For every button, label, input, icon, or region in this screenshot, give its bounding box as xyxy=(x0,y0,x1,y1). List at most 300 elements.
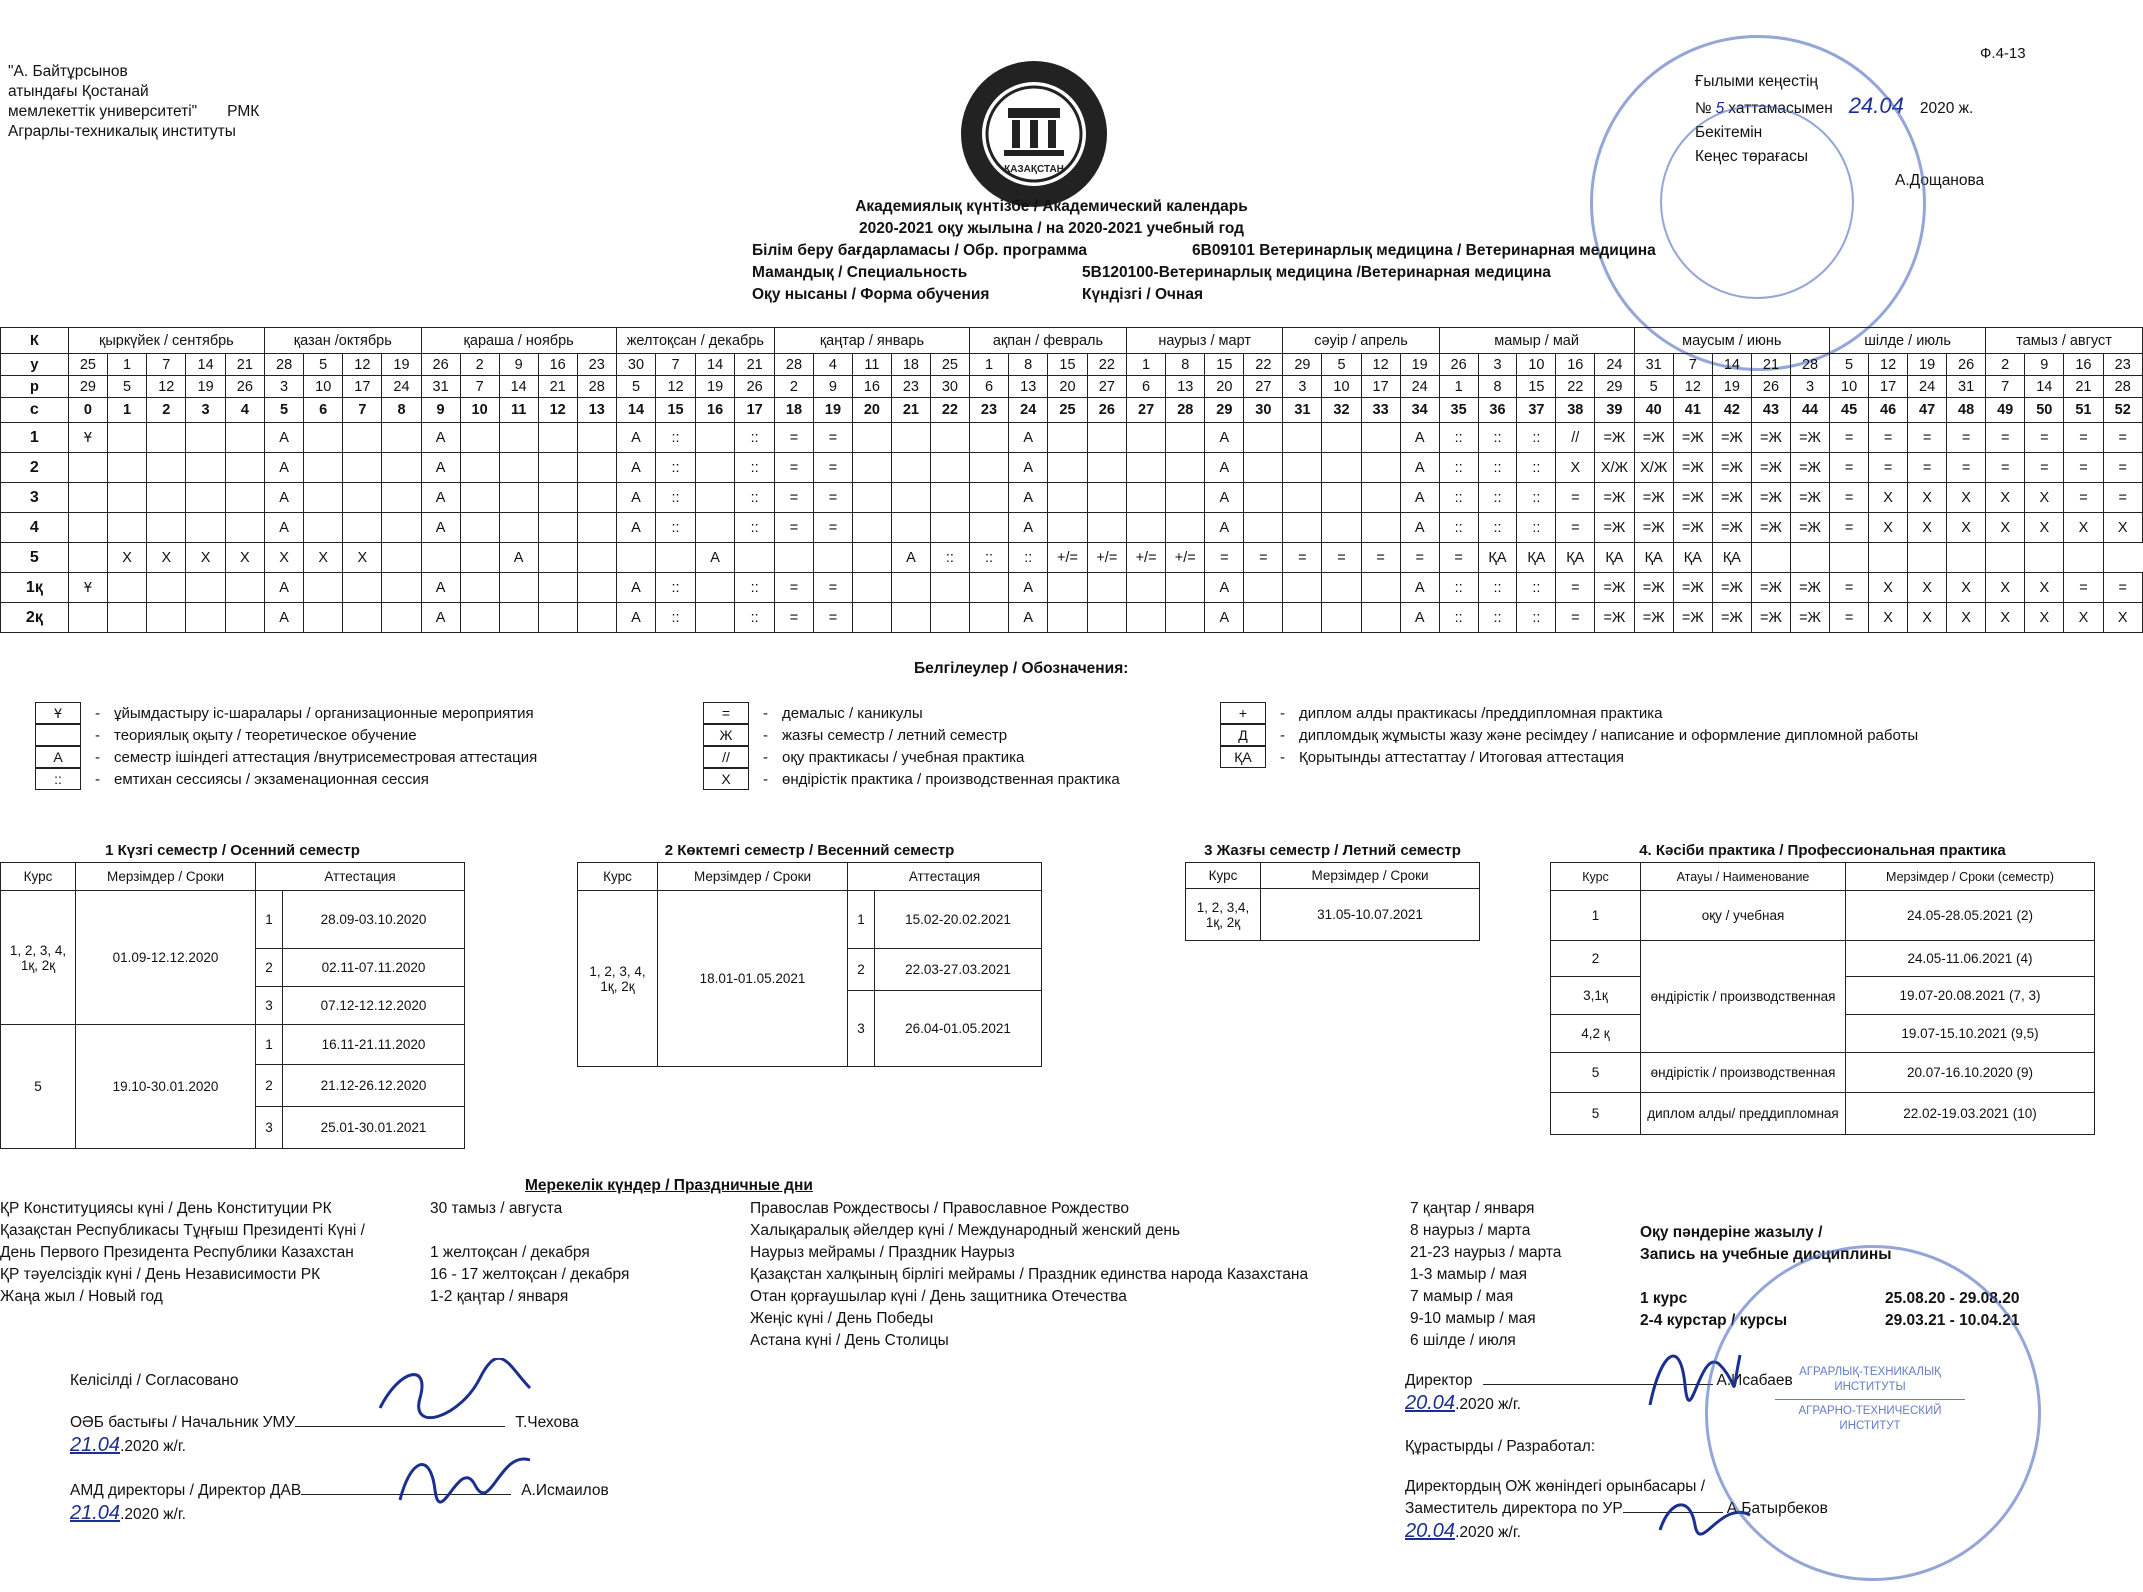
week-number: 51 xyxy=(2064,398,2103,423)
schedule-cell: =Ж xyxy=(1791,573,1830,603)
university-logo xyxy=(958,58,1110,210)
schedule-cell: А xyxy=(1205,453,1244,483)
week-number: 41 xyxy=(1673,398,1712,423)
schedule-cell: =Ж xyxy=(1634,573,1673,603)
header-attestation: Аттестация xyxy=(256,863,465,891)
schedule-cell xyxy=(1283,603,1322,633)
holiday-name: Наурыз мейрамы / Праздник Наурыз xyxy=(750,1244,1015,1261)
schedule-cell: :: xyxy=(1517,483,1556,513)
enrollment-label-1: 1 курс xyxy=(1640,1290,1688,1307)
schedule-cell xyxy=(499,423,538,453)
schedule-cell xyxy=(656,543,696,573)
att-num: 3 xyxy=(256,1107,283,1149)
schedule-cell: = xyxy=(1205,543,1244,573)
developer-label: Құрастырды / Разработал: xyxy=(1405,1438,1596,1455)
week-number: 44 xyxy=(1791,398,1830,423)
schedule-cell: = xyxy=(1830,513,1869,543)
practice-name: диплом алды/ преддипломная xyxy=(1641,1093,1846,1135)
schedule-cell: А xyxy=(616,573,656,603)
legend-symbol xyxy=(35,724,81,746)
schedule-cell: :: xyxy=(1517,513,1556,543)
schedule-cell: :: xyxy=(656,603,696,633)
schedule-cell xyxy=(68,483,107,513)
legend-text: оқу практикасы / учебная практика xyxy=(782,748,1025,766)
week-number: 14 xyxy=(616,398,656,423)
legend-text: семестр ішіндегі аттестация /внутрисеместровая аттестация xyxy=(114,748,538,766)
week-number: 36 xyxy=(1478,398,1517,423)
schedule-cell xyxy=(343,483,382,513)
week-start-day: 18 xyxy=(891,354,930,376)
schedule-cell: = xyxy=(1439,543,1478,573)
org-line-4: Аграрлы-техникалық институты xyxy=(8,123,236,140)
week-start-day: 12 xyxy=(1869,354,1908,376)
week-number: 11 xyxy=(499,398,538,423)
schedule-cell xyxy=(382,453,421,483)
month-header: қаңтар / январь xyxy=(774,328,969,354)
schedule-cell xyxy=(147,573,186,603)
schedule-cell xyxy=(1087,603,1126,633)
dav-label: АМД директоры / Директор ДАВ xyxy=(70,1482,302,1499)
holiday-name: Қазақстан Республикасы Тұңғыш Президенті Күні / xyxy=(0,1222,365,1239)
week-start-day: 7 xyxy=(1673,354,1712,376)
kurs-cell: 5 xyxy=(1551,1053,1641,1093)
week-start-day: 16 xyxy=(2064,354,2103,376)
schedule-cell: ҚА xyxy=(1595,543,1634,573)
schedule-cell: А xyxy=(1205,573,1244,603)
holiday-name: Отан қорғаушылар күні / День защитника Отечества xyxy=(750,1288,1127,1305)
schedule-cell: Х xyxy=(1556,453,1595,483)
att-num: 2 xyxy=(256,949,283,987)
week-number: 12 xyxy=(538,398,577,423)
schedule-cell: +/= xyxy=(1048,543,1087,573)
holiday-name: День Первого Президента Республики Казахстан xyxy=(0,1244,354,1261)
schedule-cell xyxy=(1048,513,1087,543)
schedule-cell: =Ж xyxy=(1751,573,1790,603)
week-end-day: 6 xyxy=(969,376,1008,398)
schedule-cell xyxy=(852,513,891,543)
schedule-cell xyxy=(813,543,852,573)
schedule-cell: =Ж xyxy=(1595,483,1634,513)
week-start-day: 26 xyxy=(1439,354,1478,376)
schedule-cell: = xyxy=(1830,453,1869,483)
week-end-day: 12 xyxy=(147,376,186,398)
approval-chair: А.Дощанова xyxy=(1895,172,1985,189)
kurs-cell: 1, 2, 3, 4, 1қ, 2қ xyxy=(578,891,658,1067)
schedule-cell: =Ж xyxy=(1595,573,1634,603)
holiday-date: 6 шілде / июля xyxy=(1410,1332,1516,1349)
program-label: Білім беру бағдарламасы / Обр. программа xyxy=(752,242,1087,259)
schedule-cell: =Ж xyxy=(1673,453,1712,483)
schedule-cell xyxy=(2025,543,2064,573)
schedule-cell xyxy=(538,483,577,513)
schedule-cell xyxy=(225,483,264,513)
week-number: 50 xyxy=(2025,398,2064,423)
week-number: 32 xyxy=(1322,398,1361,423)
holidays-right xyxy=(750,1198,1600,1352)
kurs-cell: 4 xyxy=(1,513,69,543)
schedule-cell: А xyxy=(616,603,656,633)
schedule-cell xyxy=(304,453,343,483)
header-period: Мерзімдер / Сроки xyxy=(76,863,256,891)
schedule-cell: Х xyxy=(1947,483,1986,513)
month-header: тамыз / август xyxy=(1986,328,2143,354)
schedule-cell xyxy=(1322,603,1361,633)
spring-semester-table xyxy=(577,862,1042,1067)
schedule-cell: А xyxy=(616,483,656,513)
schedule-cell xyxy=(1048,483,1087,513)
schedule-cell: :: xyxy=(656,453,696,483)
approval-line-4: Кеңес төрағасы xyxy=(1695,148,1809,165)
schedule-cell xyxy=(304,573,343,603)
schedule-cell xyxy=(1322,513,1361,543)
legend-symbol: :: xyxy=(35,768,81,790)
specialty-value: 5В120100-Ветеринарлық медицина /Ветеринарная медицина xyxy=(1082,264,1551,281)
week-start-day: 8 xyxy=(1166,354,1205,376)
att-date: 02.11-07.11.2020 xyxy=(283,949,465,987)
schedule-cell: =Ж xyxy=(1751,483,1790,513)
week-number: 40 xyxy=(1634,398,1673,423)
week-number: 38 xyxy=(1556,398,1595,423)
holidays-title: Мерекелік күндер / Праздничные дни xyxy=(525,1177,813,1194)
week-number: 42 xyxy=(1712,398,1751,423)
schedule-cell xyxy=(108,483,147,513)
period-cell: 24.05-11.06.2021 (4) xyxy=(1846,941,2095,977)
week-number: 43 xyxy=(1751,398,1790,423)
schedule-cell xyxy=(969,453,1008,483)
kurs-cell: 2 xyxy=(1551,941,1641,977)
schedule-cell xyxy=(538,423,577,453)
week-start-day: 9 xyxy=(499,354,538,376)
schedule-cell: =Ж xyxy=(1673,423,1712,453)
schedule-cell xyxy=(852,453,891,483)
week-start-day: 3 xyxy=(1478,354,1517,376)
week-start-day: 26 xyxy=(421,354,460,376)
schedule-cell: :: xyxy=(1517,603,1556,633)
schedule-cell xyxy=(1361,513,1400,543)
att-num: 1 xyxy=(256,1025,283,1065)
schedule-cell xyxy=(382,513,421,543)
schedule-cell: :: xyxy=(930,543,969,573)
month-header: қараша / ноябрь xyxy=(421,328,616,354)
professional-practice-title: 4. Кәсіби практика / Профессиональная практика xyxy=(1639,842,2006,859)
schedule-cell: Х xyxy=(2025,573,2064,603)
week-number: 13 xyxy=(577,398,616,423)
schedule-cell: Х xyxy=(186,543,225,573)
holiday-name: Астана күні / День Столицы xyxy=(750,1332,949,1349)
director-date: 20.04 xyxy=(1405,1392,1456,1414)
kurs-cell: 1, 2, 3, 4, 1қ, 2қ xyxy=(1,891,76,1025)
schedule-cell: А xyxy=(265,453,304,483)
schedule-cell: А xyxy=(616,423,656,453)
holiday-item xyxy=(0,1242,700,1264)
holiday-item xyxy=(750,1286,1600,1308)
schedule-cell xyxy=(577,453,616,483)
schedule-cell xyxy=(1087,483,1126,513)
holiday-name: ҚР Конституциясы күні / День Конституции РК xyxy=(0,1200,332,1217)
schedule-cell: :: xyxy=(1478,573,1517,603)
logo-text: ҚАЗАҚСТАН xyxy=(1004,164,1064,175)
week-end-day: 5 xyxy=(108,376,147,398)
schedule-cell: = xyxy=(2103,453,2143,483)
schedule-cell xyxy=(1986,543,2025,573)
schedule-cell xyxy=(460,453,499,483)
week-end-day: 14 xyxy=(499,376,538,398)
schedule-cell xyxy=(538,543,577,573)
schedule-cell: :: xyxy=(1009,543,1048,573)
week-end-day: 31 xyxy=(421,376,460,398)
week-end-day: 26 xyxy=(1751,376,1790,398)
schedule-cell: А xyxy=(1009,513,1048,543)
week-start-day: 2 xyxy=(460,354,499,376)
week-number: 46 xyxy=(1869,398,1908,423)
week-start-day: 11 xyxy=(852,354,891,376)
schedule-cell: Х xyxy=(1908,513,1947,543)
schedule-cell: = xyxy=(813,453,852,483)
schedule-cell: =Ж xyxy=(1712,513,1751,543)
att-date: 16.11-21.11.2020 xyxy=(283,1025,465,1065)
week-start-day: 12 xyxy=(1361,354,1400,376)
schedule-cell xyxy=(499,603,538,633)
week-number: 15 xyxy=(656,398,696,423)
schedule-cell xyxy=(1791,543,1830,573)
schedule-cell xyxy=(1283,483,1322,513)
schedule-cell xyxy=(1166,453,1205,483)
schedule-cell: =Ж xyxy=(1712,573,1751,603)
week-end-day: 12 xyxy=(656,376,696,398)
schedule-cell: = xyxy=(2064,453,2103,483)
schedule-cell xyxy=(852,573,891,603)
month-header: қыркүйек / сентябрь xyxy=(68,328,264,354)
schedule-cell: = xyxy=(813,483,852,513)
schedule-cell xyxy=(1244,513,1283,543)
schedule-cell: :: xyxy=(1478,513,1517,543)
program-block xyxy=(752,240,1752,306)
schedule-cell xyxy=(1166,423,1205,453)
title-line-2: 2020-2021 оқу жылына / на 2020-2021 учебный год xyxy=(859,220,1244,237)
period-cell: 19.07-15.10.2021 (9,5) xyxy=(1846,1015,2095,1053)
schedule-cell: = xyxy=(774,453,813,483)
kurs-cell: 1 xyxy=(1,423,69,453)
week-end-day: 12 xyxy=(1673,376,1712,398)
schedule-cell xyxy=(382,543,421,573)
schedule-cell: Х xyxy=(1986,573,2025,603)
week-number: 34 xyxy=(1400,398,1439,423)
week-start-day: 1 xyxy=(108,354,147,376)
schedule-cell: = xyxy=(1986,453,2025,483)
schedule-cell xyxy=(969,603,1008,633)
kurs-cell: 2қ xyxy=(1,603,69,633)
schedule-cell: Х xyxy=(1908,573,1947,603)
week-start-day: 16 xyxy=(538,354,577,376)
schedule-cell xyxy=(538,603,577,633)
schedule-cell: :: xyxy=(1439,573,1478,603)
schedule-cell: =Ж xyxy=(1791,453,1830,483)
schedule-cell: =Ж xyxy=(1712,423,1751,453)
schedule-cell xyxy=(460,483,499,513)
holiday-item xyxy=(750,1330,1600,1352)
week-number: 17 xyxy=(735,398,775,423)
schedule-cell: = xyxy=(1908,453,1947,483)
practice-name: оқу / учебная xyxy=(1641,891,1846,941)
att-date: 22.03-27.03.2021 xyxy=(875,949,1042,991)
schedule-cell: = xyxy=(2025,453,2064,483)
schedule-cell: Х xyxy=(1869,483,1908,513)
header-kurs: Курс xyxy=(1551,863,1641,891)
schedule-cell: =Ж xyxy=(1751,513,1790,543)
week-end-day: 19 xyxy=(186,376,225,398)
schedule-cell: = xyxy=(2103,573,2143,603)
schedule-cell xyxy=(735,543,775,573)
schedule-cell: А xyxy=(265,423,304,453)
week-number: 45 xyxy=(1830,398,1869,423)
week-start-day: 21 xyxy=(735,354,775,376)
schedule-cell: =Ж xyxy=(1712,483,1751,513)
week-start-day: 4 xyxy=(813,354,852,376)
schedule-cell: =Ж xyxy=(1791,603,1830,633)
week-number: 25 xyxy=(1048,398,1087,423)
organization-block xyxy=(8,62,338,142)
schedule-cell xyxy=(1947,543,1986,573)
week-end-day: 24 xyxy=(1908,376,1947,398)
legend-col-1: Ұ - ұйымдастыру іс-шаралары / организационные мероприятия - теориялық оқыту / теоретическое обучение А - семестр ішіндегі аттестация /внутрисеместровая аттестация :: - емтихан сессиясы / экзаменационная сессия xyxy=(35,702,537,790)
schedule-cell xyxy=(108,423,147,453)
schedule-cell xyxy=(343,453,382,483)
week-number: 23 xyxy=(969,398,1008,423)
legend-text: емтихан сессиясы / экзаменационная сессия xyxy=(114,770,429,788)
dav-date: 21.04 xyxy=(70,1502,121,1524)
week-end-day: 8 xyxy=(1478,376,1517,398)
schedule-cell: = xyxy=(774,423,813,453)
practice-name: өндірістік / производственная xyxy=(1641,1053,1846,1093)
schedule-cell xyxy=(1127,483,1166,513)
schedule-cell xyxy=(225,513,264,543)
legend-text: Қорытынды аттестаттау / Итоговая аттестация xyxy=(1299,748,1625,766)
stamp-line-4: ИНСТИТУТ xyxy=(1839,1420,1901,1432)
schedule-cell xyxy=(891,513,930,543)
week-end-day: 28 xyxy=(577,376,616,398)
schedule-cell: = xyxy=(774,513,813,543)
schedule-cell xyxy=(1048,453,1087,483)
att-date: 15.02-20.02.2021 xyxy=(875,891,1042,949)
professional-practice xyxy=(1550,842,2095,1135)
schedule-cell: = xyxy=(813,423,852,453)
study-form-value: Күндізгі / Очная xyxy=(1082,286,1204,303)
schedule-cell: Х xyxy=(2025,513,2064,543)
schedule-cell: = xyxy=(813,513,852,543)
week-end-day: 27 xyxy=(1244,376,1283,398)
calendar-row xyxy=(1,513,2143,543)
schedule-cell: = xyxy=(1400,543,1439,573)
schedule-cell xyxy=(1166,603,1205,633)
week-start-day: 9 xyxy=(2025,354,2064,376)
schedule-cell: :: xyxy=(1517,573,1556,603)
header-period: Мерзімдер / Сроки (семестр) xyxy=(1846,863,2095,891)
week-number: 7 xyxy=(343,398,382,423)
schedule-cell xyxy=(695,423,735,453)
week-start-day: 12 xyxy=(343,354,382,376)
kurs-header-letter: р xyxy=(1,376,69,398)
week-start-day: 15 xyxy=(1048,354,1087,376)
header-kurs: Курс xyxy=(1,863,76,891)
schedule-cell: Х xyxy=(1947,573,1986,603)
schedule-cell xyxy=(343,573,382,603)
schedule-cell xyxy=(68,453,107,483)
week-number: 2 xyxy=(147,398,186,423)
schedule-cell xyxy=(186,453,225,483)
schedule-cell: Х xyxy=(2025,603,2064,633)
schedule-cell: Х/Ж xyxy=(1595,453,1634,483)
legend-text: диплом алды практикасы /преддипломная практика xyxy=(1299,704,1663,722)
schedule-cell xyxy=(930,513,969,543)
schedule-cell xyxy=(108,603,147,633)
period-cell: 01.09-12.12.2020 xyxy=(76,891,256,1025)
week-start-day: 14 xyxy=(1712,354,1751,376)
org-line-3: мемлекеттік университеті" xyxy=(8,103,198,120)
schedule-cell xyxy=(891,483,930,513)
director-year: .2020 ж/г. xyxy=(1455,1396,1521,1413)
header-period: Мерзімдер / Сроки xyxy=(658,863,848,891)
schedule-cell xyxy=(695,453,735,483)
schedule-cell xyxy=(538,453,577,483)
schedule-cell xyxy=(1751,543,1790,573)
schedule-cell xyxy=(499,483,538,513)
week-end-day: 7 xyxy=(460,376,499,398)
schedule-cell xyxy=(1244,603,1283,633)
schedule-cell: Х xyxy=(1986,483,2025,513)
schedule-cell xyxy=(1127,603,1166,633)
week-start-day: 5 xyxy=(1322,354,1361,376)
month-header: мамыр / май xyxy=(1439,328,1634,354)
schedule-cell xyxy=(852,603,891,633)
schedule-cell: = xyxy=(774,573,813,603)
schedule-cell xyxy=(1244,423,1283,453)
schedule-cell: = xyxy=(813,603,852,633)
schedule-cell xyxy=(1361,423,1400,453)
att-num: 1 xyxy=(848,891,875,949)
schedule-cell: =Ж xyxy=(1712,453,1751,483)
schedule-cell xyxy=(577,603,616,633)
month-header: желтоқсан / декабрь xyxy=(616,328,774,354)
org-line-2: атындағы Қостанай xyxy=(8,83,149,100)
week-end-day: 14 xyxy=(2025,376,2064,398)
legend-col-2: = - демалыс / каникулы Ж - жазғы семестр / летний семестр // - оқу практикасы / учебная практика Х - өндірістік практика / производственная практика xyxy=(703,702,1120,790)
kurs-header-letter: К xyxy=(1,328,69,354)
director-name: А.Исабаев xyxy=(1716,1372,1793,1389)
schedule-cell: =Ж xyxy=(1595,603,1634,633)
week-start-day: 15 xyxy=(1205,354,1244,376)
schedule-cell: А xyxy=(1009,453,1048,483)
schedule-cell: = xyxy=(2064,423,2103,453)
schedule-cell: = xyxy=(1556,483,1595,513)
legend-text: өндірістік практика / производственная практика xyxy=(782,770,1120,788)
week-start-day: 10 xyxy=(1517,354,1556,376)
schedule-cell: А xyxy=(891,543,930,573)
week-start-day: 5 xyxy=(304,354,343,376)
dav-year: .2020 ж/г. xyxy=(120,1506,186,1523)
schedule-cell xyxy=(1087,573,1126,603)
period-cell: 19.07-20.08.2021 (7, 3) xyxy=(1846,977,2095,1015)
schedule-cell: Х xyxy=(1869,573,1908,603)
schedule-cell: = xyxy=(1283,543,1322,573)
schedule-cell xyxy=(930,603,969,633)
week-start-day: 7 xyxy=(147,354,186,376)
schedule-cell xyxy=(616,543,656,573)
week-number: 24 xyxy=(1009,398,1048,423)
schedule-cell: :: xyxy=(1439,603,1478,633)
schedule-cell xyxy=(577,513,616,543)
week-end-day: 3 xyxy=(1791,376,1830,398)
holiday-item xyxy=(750,1242,1600,1264)
